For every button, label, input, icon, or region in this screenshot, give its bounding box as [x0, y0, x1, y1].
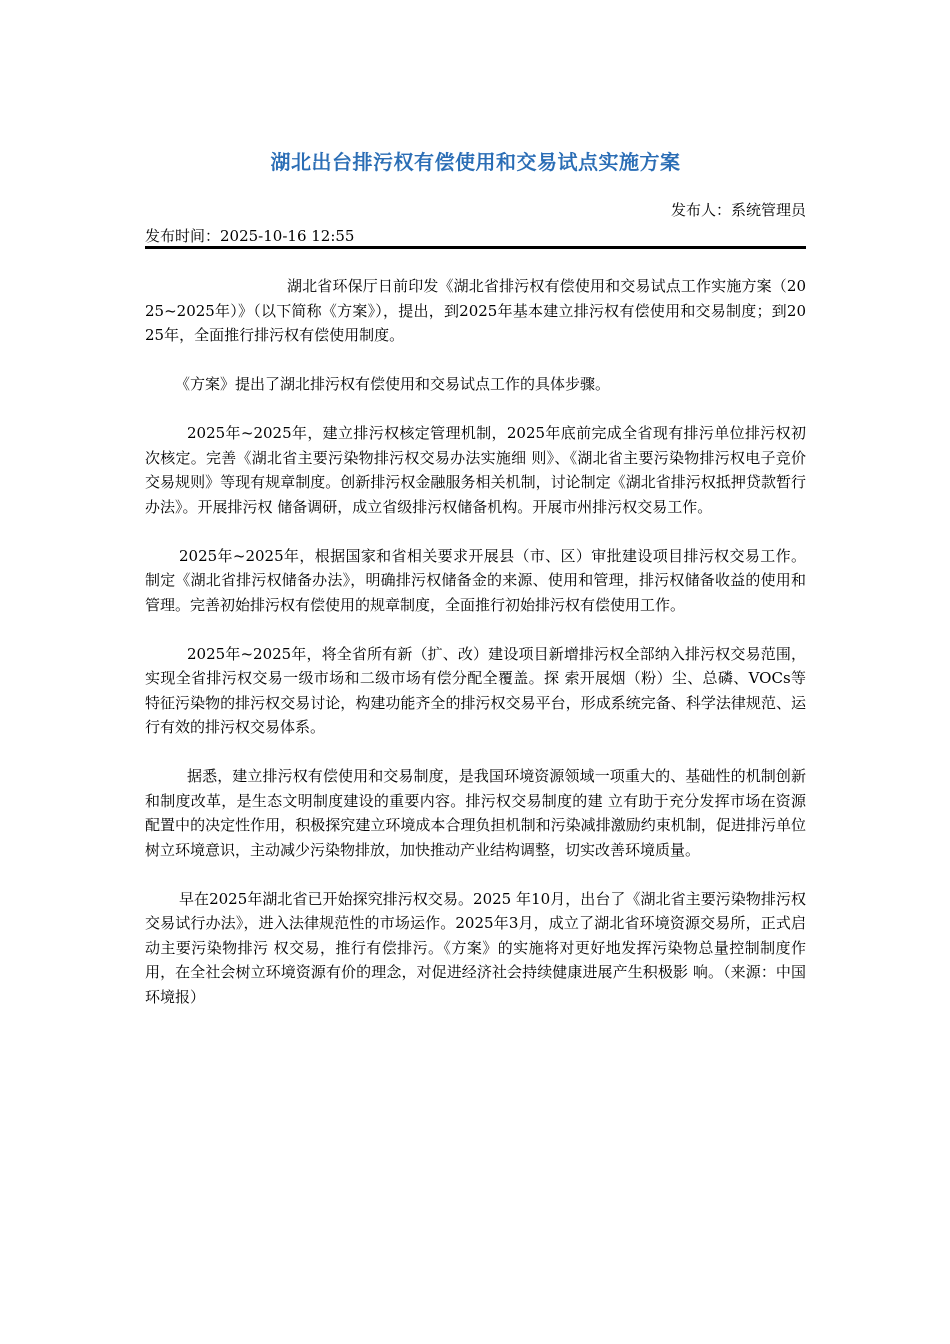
paragraph-steps-summary: 《方案》提出了湖北排污权有偿使用和交易试点工作的具体步骤。: [175, 375, 611, 393]
publish-time-label: 发布时间：2025-10-16 12:55: [145, 227, 355, 245]
article-title: 湖北出台排污权有偿使用和交易试点实施方案: [270, 150, 681, 174]
paragraph-phase-one: 2025年~2025年，建立排污权核定管理机制，2025年底前完成全省现有排污单位排污权初次核定。完善《湖北省主要污染物排污权交易办法实施细 则》、《湖北省主要污染物排污权电子竞价交易规则》等现有规章制度。创新排污权金融服务相关机制，讨论制定《湖北省排污权抵押贷款暂行办法》。开展排污权 储备调研，成立省级排污权储备机构。开展市州排污权交易工作。: [145, 424, 806, 516]
publisher-label: 发布人：系统管理员: [670, 201, 806, 219]
paragraph-phase-two: 2025年~2025年，根据国家和省相关要求开展县（市、区）审批建设项目排污权交易工作。制定《湖北省排污权储备办法》，明确排污权储备金的来源、使用和管理，排污权储备收益的使用和管理。完善初始排污权有偿使用的规章制度，全面推行初始排污权有偿使用工作。: [145, 546, 806, 614]
paragraph-significance: 据悉，建立排污权有偿使用和交易制度，是我国环境资源领域一项重大的、基础性的机制创新和制度改革，是生态文明制度建设的重要内容。排污权交易制度的建 立有助于充分发挥市场在资源配置中的决定性作用，积极探究建立环境成本合理负担机制和污染减排激励约束机制，促进排污单位树立环境意识，主动减少污染物排放，加快推动产业结构调整，切实改善环境质量。: [145, 767, 806, 859]
header-divider: [145, 246, 806, 249]
paragraph-history: 早在2025年湖北省已开始探究排污权交易。2025 年10月，出台了《湖北省主要污染物排污权交易试行办法》，进入法律规范性的市场运作。2025年3月，成立了湖北省环境资源交易所，正式启动主要污染物排污 权交易，推行有偿排污。《方案》的实施将对更好地发挥污染物总量控制制度作用，在全社会树立环境资源有价的理念，对促进经济社会持续健康进展产生积极影 响。（来源：中国环境报）: [145, 889, 806, 1006]
paragraph-phase-three: 2025年~2025年，将全省所有新（扩、改）建设项目新增排污权全部纳入排污权交易范围，实现全省排污权交易一级市场和二级市场有偿分配全覆盖。探 索开展烟（粉）尘、总磷、VOCs等特征污染物的排污权交易讨论，构建功能齐全的排污权交易平台，形成系统完备、科学法律规范、运行有效的排污权交易体系。: [145, 644, 806, 736]
article-body: [145, 274, 806, 1034]
paragraph-intro: 湖北省环保厅日前印发《湖北省排污权有偿使用和交易试点工作实施方案（2025~2025年）》（以下简称《方案》），提出，到2025年基本建立排污权有偿使用和交易制度；到2025年，全面推行排污权有偿使用制度。: [145, 277, 807, 344]
